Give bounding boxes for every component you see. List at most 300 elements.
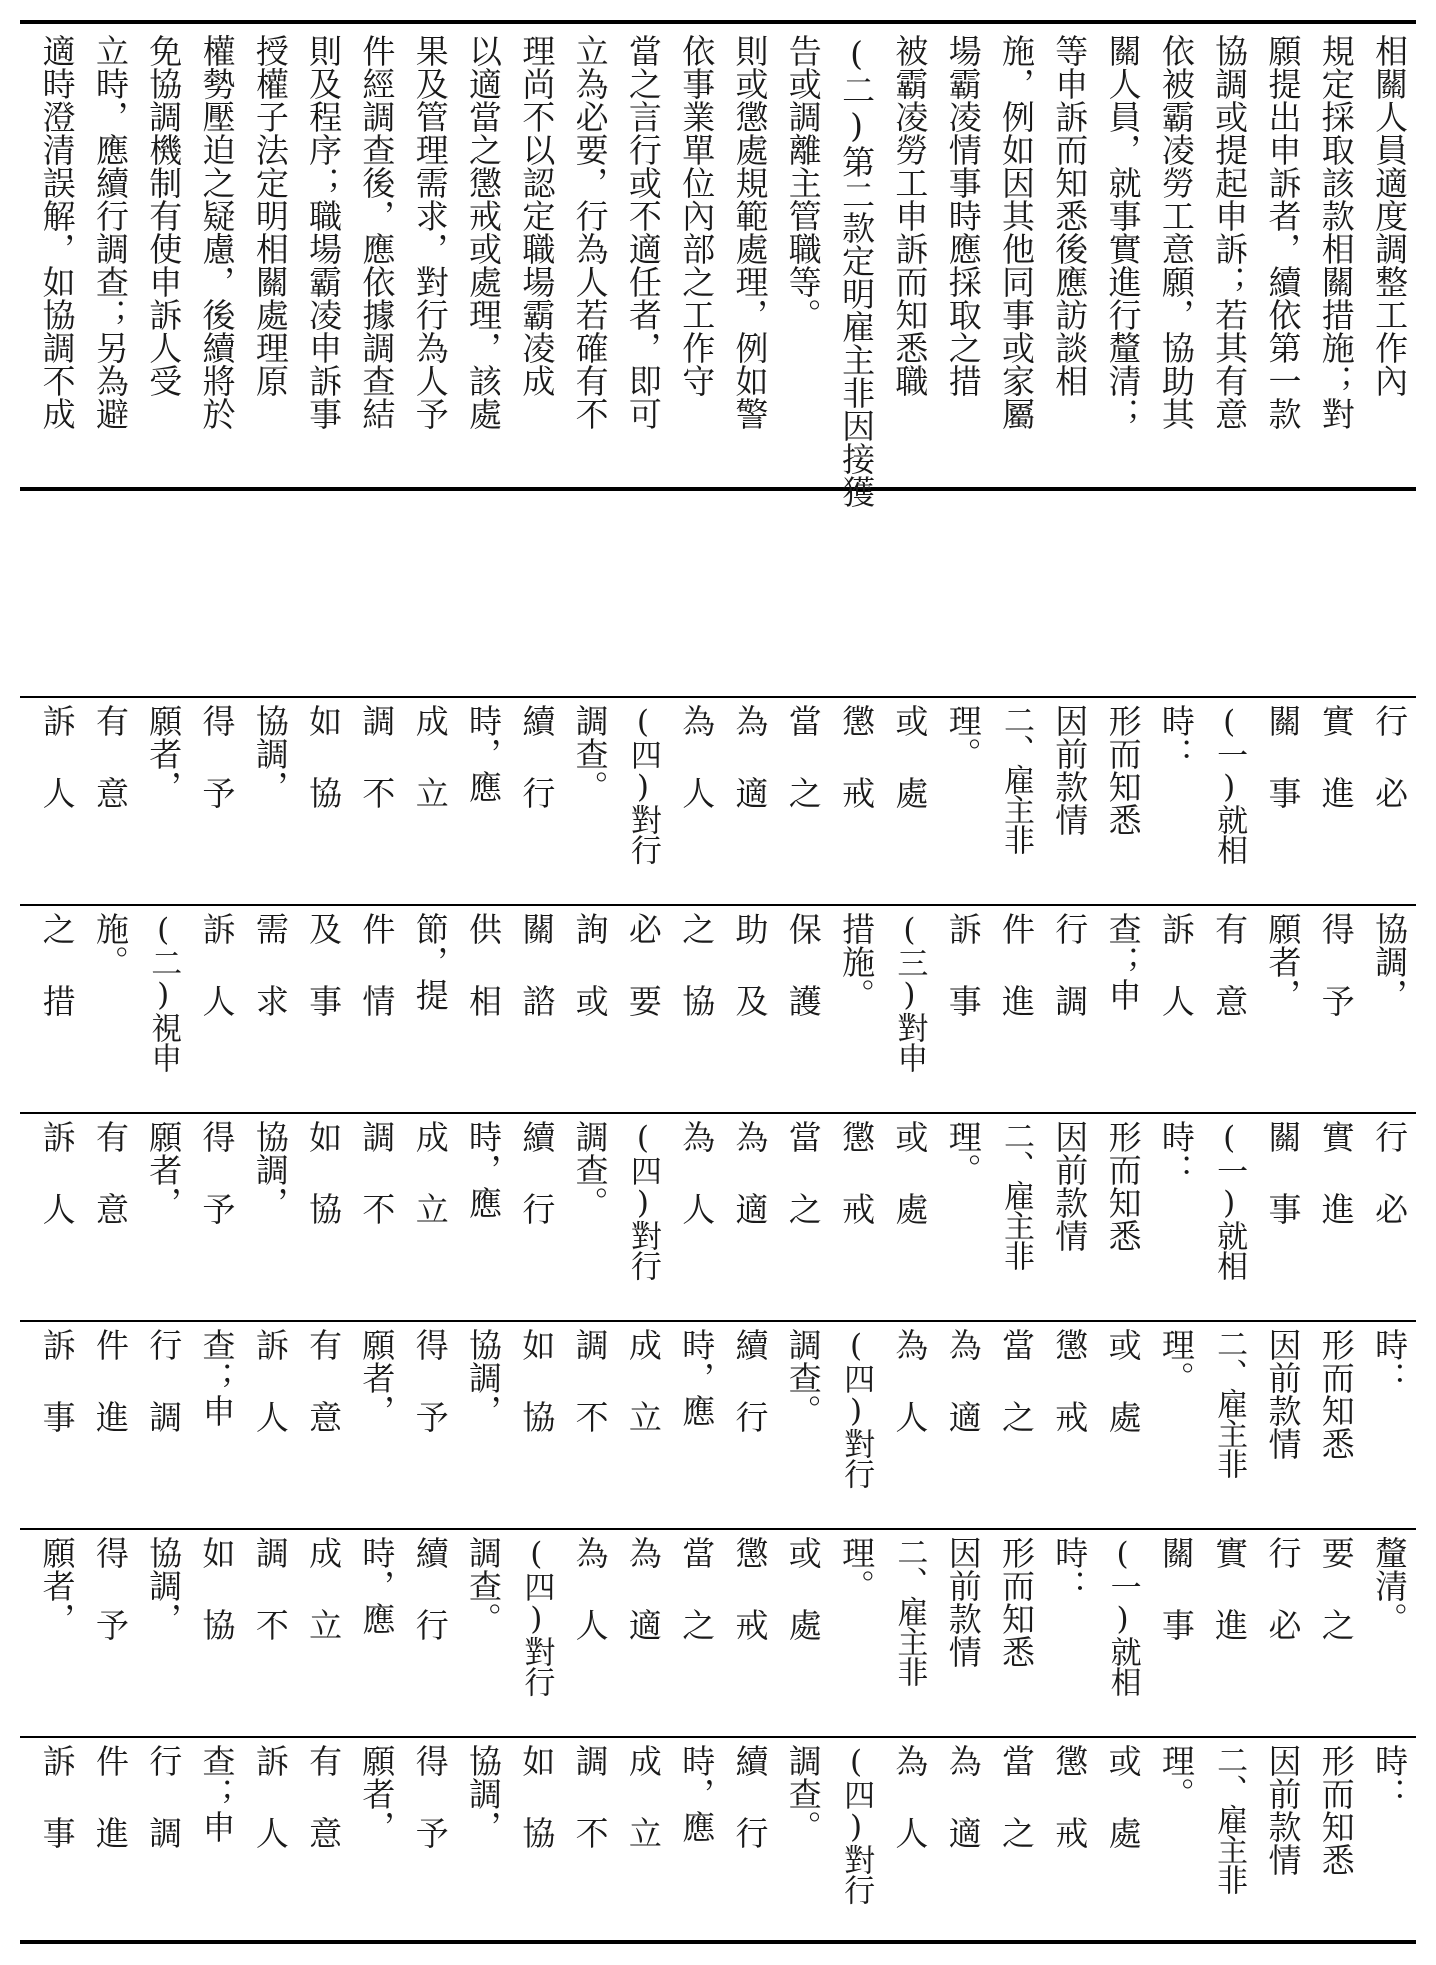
column-text: 調 不 (357, 1120, 397, 1225)
column-text: 形而知悉 (1103, 1120, 1143, 1252)
column-text: 二、雇主非 (997, 704, 1034, 854)
text-column (1043, 1536, 1096, 1731)
column-text: 形而知悉 (996, 1536, 1036, 1668)
block-3-columns (30, 912, 1416, 1107)
column-text: 如 協 (304, 704, 344, 809)
column-text: 願者， (357, 1328, 397, 1427)
text-column (723, 1328, 776, 1523)
text-column (936, 30, 989, 480)
text-column (137, 1328, 190, 1523)
text-column (243, 30, 296, 480)
text-column (350, 1536, 403, 1731)
column-text: 相關人員適度調整工作內 (1370, 34, 1410, 397)
text-column (1309, 1536, 1362, 1731)
top-rule (20, 20, 1416, 24)
column-text: 續 行 (517, 1120, 557, 1225)
text-column (83, 1328, 136, 1523)
column-text: 需 求 (250, 912, 290, 1017)
column-text: 續 行 (730, 1744, 770, 1849)
text-column (83, 1744, 136, 1936)
text-column (936, 1744, 989, 1936)
column-text: 理。 (1156, 1328, 1196, 1394)
column-text: 節，提 (410, 912, 450, 1011)
text-column (1256, 1744, 1309, 1936)
column-text: 當 之 (996, 1328, 1036, 1433)
column-text: 之 協 (677, 912, 717, 1017)
text-column (723, 912, 776, 1107)
text-column (1203, 1328, 1256, 1523)
text-column (350, 704, 403, 899)
column-text: (一)就相 (1104, 1536, 1141, 1696)
column-text: 訴 人 (250, 1328, 290, 1433)
text-column (1256, 1536, 1309, 1731)
text-column (1149, 1536, 1202, 1731)
column-text: 懲 戒 (1050, 1328, 1090, 1433)
column-text: 實 進 (1210, 1536, 1250, 1641)
block-3 (30, 912, 1416, 1107)
text-column (1149, 1328, 1202, 1523)
column-text: 或 處 (1103, 1328, 1143, 1433)
text-column (403, 704, 456, 899)
text-column (296, 30, 349, 480)
column-text: 時： (1156, 1120, 1196, 1186)
column-text: 關 事 (1263, 1120, 1303, 1225)
column-text: (一)就相 (1211, 704, 1248, 864)
column-text: 續 行 (517, 704, 557, 809)
text-column (1203, 1120, 1256, 1315)
column-text: 二、雇主非 (997, 1120, 1034, 1270)
column-text: 立為必要，行為人若確有不 (570, 34, 610, 430)
text-column (1362, 1120, 1415, 1315)
column-text: 成 立 (623, 1744, 663, 1849)
text-column (456, 912, 509, 1107)
column-text: 時： (1156, 704, 1196, 770)
text-column (30, 1328, 83, 1523)
text-column (1043, 704, 1096, 899)
block-2-columns (30, 704, 1416, 899)
column-text: 依事業單位內部之工作守 (677, 34, 717, 397)
text-column (190, 1744, 243, 1936)
column-text: 時： (1370, 1744, 1410, 1810)
text-column (883, 704, 936, 899)
column-text: 當 之 (996, 1744, 1036, 1849)
column-text: 行 調 (144, 1328, 184, 1433)
column-text: 有 意 (90, 1120, 130, 1225)
text-column (883, 1744, 936, 1936)
block-5 (30, 1328, 1416, 1523)
text-column (1309, 912, 1362, 1107)
text-column (456, 1328, 509, 1523)
column-text: 行 調 (144, 1744, 184, 1849)
column-text: 關人員，就事實進行釐清； (1103, 34, 1143, 430)
column-text: 形而知悉 (1316, 1744, 1356, 1876)
text-column (30, 1536, 83, 1731)
column-text: 件 情 (357, 912, 397, 1017)
text-column (1256, 1120, 1309, 1315)
column-text: 如 協 (197, 1536, 237, 1641)
text-column (723, 30, 776, 480)
text-column (1256, 704, 1309, 899)
text-column (30, 30, 83, 480)
column-text: 續 行 (410, 1536, 450, 1641)
text-column (30, 1744, 83, 1936)
text-column (1149, 1120, 1202, 1315)
text-column (936, 1120, 989, 1315)
text-column (83, 30, 136, 480)
column-text: 查；申 (1103, 912, 1143, 1011)
text-column (510, 704, 563, 899)
text-column (1096, 1120, 1149, 1315)
text-column (1256, 30, 1309, 480)
text-column (190, 1536, 243, 1731)
column-text: 施，例如因其他同事或家屬 (996, 34, 1036, 430)
text-column (1203, 30, 1256, 480)
text-column (83, 1536, 136, 1731)
column-text: 被霸凌勞工申訴而知悉職 (890, 34, 930, 397)
text-column (137, 704, 190, 899)
column-text: 行 必 (1370, 704, 1410, 809)
column-text: 件經調查後，應依據調查結 (357, 34, 397, 430)
block-6 (30, 1536, 1416, 1731)
text-column (510, 1536, 563, 1731)
column-text: 有 意 (304, 1744, 344, 1849)
text-column (1309, 704, 1362, 899)
text-column (243, 1536, 296, 1731)
text-column (403, 1120, 456, 1315)
column-text: 有 意 (304, 1328, 344, 1433)
text-column (723, 1744, 776, 1936)
column-text: 為 適 (730, 704, 770, 809)
column-text: 關 事 (1263, 704, 1303, 809)
column-text: 時，應 (464, 1120, 504, 1219)
block-1-main-text (30, 30, 1416, 508)
column-text: 成 立 (410, 704, 450, 809)
text-column (829, 912, 882, 1107)
text-column (1362, 1536, 1415, 1731)
column-text: 時： (1370, 1328, 1410, 1394)
text-column (936, 704, 989, 899)
column-text: 協調， (1370, 912, 1410, 1011)
text-column (456, 704, 509, 899)
text-column (829, 1328, 882, 1523)
text-column (296, 912, 349, 1107)
column-text: 調查。 (783, 1328, 823, 1427)
text-column (456, 1744, 509, 1936)
text-column (829, 1120, 882, 1315)
text-column (616, 1120, 669, 1315)
rule-4 (20, 1112, 1416, 1114)
column-text: 為 人 (677, 704, 717, 809)
text-column (670, 1744, 723, 1936)
text-column (243, 1328, 296, 1523)
text-column (1362, 1328, 1415, 1523)
text-column (1096, 704, 1149, 899)
text-column (989, 912, 1042, 1107)
text-column (403, 1536, 456, 1731)
column-text: 調查。 (783, 1744, 823, 1843)
text-column (936, 1328, 989, 1523)
text-column (1043, 912, 1096, 1107)
text-column (989, 30, 1042, 480)
column-text: 得 予 (197, 704, 237, 809)
rule-7 (20, 1736, 1416, 1738)
text-column (1096, 30, 1149, 480)
text-column (883, 1328, 936, 1523)
column-text: 件 進 (90, 1744, 130, 1849)
column-text: 規定採取該款相關措施；對 (1316, 34, 1356, 430)
column-text: (一)就相 (1211, 1120, 1248, 1280)
text-column (1096, 1744, 1149, 1936)
text-column (616, 704, 669, 899)
block-7-columns (30, 1744, 1416, 1936)
column-text: 必 要 (623, 912, 663, 1017)
column-text: 懲 戒 (730, 1536, 770, 1641)
column-text: 訴 事 (37, 1328, 77, 1433)
column-text: 則或懲處規範處理，例如警 (730, 34, 770, 430)
text-column (190, 912, 243, 1107)
text-column (296, 1536, 349, 1731)
text-column (83, 704, 136, 899)
column-text: 時，應 (677, 1328, 717, 1427)
text-column (83, 1120, 136, 1315)
column-text: 協調， (464, 1328, 504, 1427)
text-column (403, 912, 456, 1107)
column-text: 釐清。 (1370, 1536, 1410, 1635)
text-column (829, 30, 882, 508)
column-text: 果及管理需求，對行為人予 (410, 34, 450, 430)
column-text: 願者， (144, 704, 184, 803)
text-column (829, 1536, 882, 1731)
text-column (243, 912, 296, 1107)
text-column (296, 704, 349, 899)
column-text: 理。 (943, 1120, 983, 1186)
text-column (936, 1536, 989, 1731)
column-text: 因前款情 (943, 1536, 983, 1668)
column-text: 及 事 (304, 912, 344, 1017)
text-column (776, 704, 829, 899)
column-text: 或 處 (890, 1120, 930, 1225)
text-column (1309, 1120, 1362, 1315)
text-column (403, 1328, 456, 1523)
text-column (137, 912, 190, 1107)
column-text: 為 適 (623, 1536, 663, 1641)
column-text: 件 進 (996, 912, 1036, 1017)
column-text: 訴 人 (37, 1120, 77, 1225)
text-column (1256, 1328, 1309, 1523)
text-column (563, 912, 616, 1107)
column-text: 願者， (37, 1536, 77, 1635)
column-text: 要 之 (1316, 1536, 1356, 1641)
text-column (30, 1120, 83, 1315)
column-text: 因前款情 (1263, 1744, 1303, 1876)
text-column (1043, 1744, 1096, 1936)
text-column (670, 1120, 723, 1315)
column-text: 續 行 (730, 1328, 770, 1433)
text-column (776, 1536, 829, 1731)
text-column (776, 1328, 829, 1523)
text-column (350, 1744, 403, 1936)
column-text: 願提出申訴者，續依第一款 (1263, 34, 1303, 430)
text-column (1096, 1536, 1149, 1731)
column-text: 願者， (357, 1744, 397, 1843)
column-text: 當 之 (783, 1120, 823, 1225)
bottom-rule (20, 1940, 1416, 1944)
text-column (1043, 1120, 1096, 1315)
column-text: 調查。 (464, 1536, 504, 1635)
text-column (670, 1328, 723, 1523)
text-column (776, 30, 829, 480)
column-text: 二、雇主非 (891, 1536, 928, 1686)
column-text: 調 不 (250, 1536, 290, 1641)
column-text: 時，應 (677, 1744, 717, 1843)
text-column (1149, 704, 1202, 899)
column-text: 查；申 (197, 1328, 237, 1427)
text-column (190, 1328, 243, 1523)
column-text: (四)對行 (624, 1120, 661, 1280)
text-column (616, 30, 669, 480)
text-column (1203, 1536, 1256, 1731)
text-column (883, 1536, 936, 1731)
column-text: 則及程序；職場霸凌申訴事 (304, 34, 344, 430)
column-text: 或 處 (890, 704, 930, 809)
column-text: 為 適 (943, 1744, 983, 1849)
column-text: 實 進 (1316, 1120, 1356, 1225)
column-text: 成 立 (410, 1120, 450, 1225)
text-column (776, 1120, 829, 1315)
column-text: 調 不 (357, 704, 397, 809)
column-text: 時： (1050, 1536, 1090, 1602)
column-text: 調查。 (570, 1120, 610, 1219)
column-text: 或 處 (783, 1536, 823, 1641)
block-4-columns (30, 1120, 1416, 1315)
column-text: 訴 事 (37, 1744, 77, 1849)
text-column (723, 1536, 776, 1731)
block-6-columns (30, 1536, 1416, 1731)
text-column (1149, 912, 1202, 1107)
column-text: 訴 人 (1156, 912, 1196, 1017)
text-column (563, 1120, 616, 1315)
rule-1 (20, 487, 1416, 491)
block-4 (30, 1120, 1416, 1315)
column-text: 為 適 (730, 1120, 770, 1225)
column-text: 因前款情 (1263, 1328, 1303, 1460)
text-column (403, 30, 456, 480)
text-column (1149, 30, 1202, 480)
column-text: 願者， (144, 1120, 184, 1219)
text-column (616, 1744, 669, 1936)
column-text: (二)視申 (145, 912, 182, 1072)
text-column (989, 704, 1042, 899)
text-column (989, 1536, 1042, 1731)
text-column (723, 1120, 776, 1315)
text-column (243, 1744, 296, 1936)
column-text: 行 調 (1050, 912, 1090, 1017)
rule-3 (20, 904, 1416, 906)
column-text: 懲 戒 (1050, 1744, 1090, 1849)
text-column (1362, 1744, 1415, 1936)
column-text: 告或調離主管職等。 (783, 34, 823, 331)
text-column (137, 1744, 190, 1936)
text-column (883, 1120, 936, 1315)
text-column (296, 1120, 349, 1315)
column-text: 時，應 (357, 1536, 397, 1635)
text-column (829, 704, 882, 899)
text-column (30, 704, 83, 899)
column-text: 為 人 (890, 1328, 930, 1433)
column-text: 依被霸凌勞工意願，協助其 (1156, 34, 1196, 430)
text-column (137, 1120, 190, 1315)
column-text: 得 予 (410, 1744, 450, 1849)
text-column (1309, 1328, 1362, 1523)
text-column (510, 30, 563, 480)
column-text: 當 之 (677, 1536, 717, 1641)
column-text: (四)對行 (518, 1536, 555, 1696)
column-text: 助 及 (730, 912, 770, 1017)
column-text: 權勢壓迫之疑慮，後續將於 (197, 34, 237, 430)
column-text: 成 立 (304, 1536, 344, 1641)
text-column (30, 912, 83, 1107)
column-text: 訴 事 (943, 912, 983, 1017)
text-column (510, 1744, 563, 1936)
text-column (989, 1328, 1042, 1523)
text-column (296, 1744, 349, 1936)
text-column (1309, 30, 1362, 480)
column-text: 協調， (144, 1536, 184, 1635)
text-column (1043, 30, 1096, 480)
column-text: 協調， (250, 704, 290, 803)
column-text: 行 必 (1370, 1120, 1410, 1225)
text-column (456, 1536, 509, 1731)
text-column (83, 912, 136, 1107)
column-text: 實 進 (1316, 704, 1356, 809)
column-text: 因前款情 (1050, 1120, 1090, 1252)
text-column (776, 912, 829, 1107)
text-column (510, 1328, 563, 1523)
column-text: 場霸凌情事時應採取之措 (943, 34, 983, 397)
text-column (350, 912, 403, 1107)
column-text: 訴 人 (197, 912, 237, 1017)
text-column (510, 912, 563, 1107)
column-text: 行 必 (1263, 1536, 1303, 1641)
column-text: 詢 或 (570, 912, 610, 1017)
column-text: 關 事 (1156, 1536, 1196, 1641)
column-text: 調查。 (570, 704, 610, 803)
text-column (616, 1328, 669, 1523)
text-column (510, 1120, 563, 1315)
column-text: 立時，應續行調查；另為避 (90, 34, 130, 430)
text-column (1203, 912, 1256, 1107)
column-text: (四)對行 (624, 704, 661, 864)
column-text: 時，應 (464, 704, 504, 803)
text-column (190, 1120, 243, 1315)
text-column (616, 1536, 669, 1731)
column-text: 理。 (837, 1536, 877, 1602)
text-column (670, 704, 723, 899)
text-column (350, 1120, 403, 1315)
block-2 (30, 704, 1416, 899)
column-text: 措施。 (837, 912, 877, 1011)
column-text: 因前款情 (1050, 704, 1090, 836)
column-text: 關 諮 (517, 912, 557, 1017)
text-column (1096, 1328, 1149, 1523)
block-7 (30, 1744, 1416, 1936)
column-text: 懲 戒 (837, 1120, 877, 1225)
column-text: 得 予 (197, 1120, 237, 1225)
column-text: 以適當之懲戒或處理，該處 (464, 34, 504, 430)
column-text: 成 立 (623, 1328, 663, 1433)
column-text: 件 進 (90, 1328, 130, 1433)
text-column (883, 30, 936, 480)
